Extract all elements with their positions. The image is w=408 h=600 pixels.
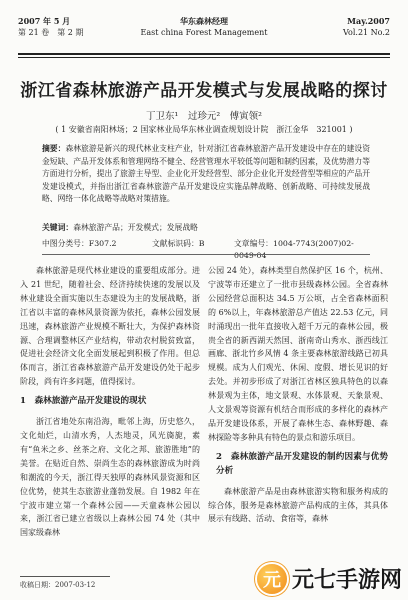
section-1-heading: 1 森林旅游产品开发建设的现状 — [20, 396, 147, 407]
received-date: 收稿日期：2007-03-12 — [20, 581, 96, 589]
document-code: 文献标识码：B — [152, 239, 205, 248]
body-column-left — [20, 264, 200, 540]
header-right — [343, 16, 390, 38]
intro-paragraph: 森林旅游是现代林业建设的重要组成部分。进入 21 世纪，随着社会、经济持续快速的发展以及林业建设全面实施以生态建设为主的发展战略，浙江省以丰富的森林风景资源为依托，森林公园发展迅速，森林旅游产业规模不断壮大，为保护森林资源、合理调整林区产业结构，带动农村脱贫致富，促进社会经济文化全面发展起到积极了作用。但总体而言，浙江省森林旅游产品开发建设仍处于起步阶段，尚有许多问题，值得探讨。 — [20, 266, 200, 387]
article-authors: 丁卫东¹ 过珍元² 傅寅领² — [146, 111, 262, 122]
class-number: 中图分类号：F307.2 — [42, 239, 117, 248]
keywords-text: 森林旅游产品；开发模式；发展战略 — [73, 223, 198, 232]
footnote-rule — [20, 576, 110, 577]
section-2-heading: 2 森林旅游产品开发建设的制约因素与优势分析 — [216, 451, 388, 476]
continued-paragraph: 公园 24 处），森林类型自然保护区 16 个，杭州、宁波等市还建立了一批市县级森林公园。全省森林公园经营总面积达 34.5 万公顷，占全省森林面积的 6%以上，年森林旅游总产值达 22.53 亿元，同时涌现出一批年直接收入超千万元的森林公园，极贵全省的新西湖天然国、浙南奇山秀水、浙西线江画廊、浙北竹乡风情 4 条主要森林旅游线路已初具规模。成为人们观光、休闲、度假、增长见识的好去处。并初步形成了对浙江省林区独具特色的以森林景观为主体，地文景观、水体景观、天象景观、人文景观等资源有机结合而形成的多样化的森林产品开发建设体系，开展了森林生态、森林野趣、森林探险等多种具有特色的景点和游乐项目。 — [208, 266, 388, 442]
keywords-label: 关键词： — [42, 223, 74, 232]
watermark-text: 元七手游网 — [291, 568, 402, 593]
site-watermark — [257, 563, 402, 594]
header-rule-thin — [18, 57, 390, 58]
keywords-block — [42, 222, 370, 234]
section-2-paragraph: 森林旅游产品是由森林旅游实物和服务构成的综合体，服务是森林旅游产品构成的主体，其具体展示有线路、活动、食宿等，森林 — [208, 486, 388, 524]
journal-header — [18, 16, 390, 52]
header-center — [18, 16, 390, 38]
abstract-divider — [42, 254, 370, 255]
watermark-logo-icon: 元 — [257, 564, 287, 594]
author-affiliation: ( 1 安徽省南阳林场；2 国家林业局华东林业调查规划设计院 浙江金华 321001 ) — [55, 125, 353, 134]
volume-issue-en: Vol.21 No.2 — [343, 28, 390, 37]
issue-date-cn: 2007 年 5 月 — [18, 16, 71, 26]
abstract-text: 森林旅游是新兴的现代林业支柱产业，针对浙江省森林旅游产品开发建设中存在的建设资金短缺、产品开发体系和管理网络不健全、经营管理水平较低等问题和制约因素，及优势潜力等方面进行分析，提出了旅游主导型、企业化开发经营型、部分企业化开发经营型等相应的产品开发建设模式，并指出浙江省森林旅游产品开发建设应实施品牌战略、创新战略、可持续发展战略、网络一体化战略等战略对策措施。 — [42, 144, 371, 204]
section-1-paragraph: 浙江省地处东南沿海，毗邻上海，历史悠久，文化灿烂，山清水秀，人杰地灵，风光旖旎，素有“鱼米之乡、丝茶之府、文化之邦、旅游胜地”的美誉。在贴近自然、崇尚生态的森林旅游成为时尚和潮流的今天，浙江得天独厚的森林风景资源和区位优势，使其生态旅游业蓬勃发展。自 1982 年在宁波市建立第一个森林公园——天童森林公园以来，浙江省已建立省级以上森林公园 74 处（其中国家级森林 — [20, 417, 200, 538]
journal-name-cn: 华东森林经理 — [180, 16, 228, 26]
body-column-right — [208, 264, 388, 526]
journal-name-en: East china Forest Management — [140, 28, 268, 37]
issue-date-en: May.2007 — [347, 16, 390, 26]
volume-issue-cn: 第 21 卷 第 2 期 — [18, 28, 84, 37]
article-title: 浙江省森林旅游产品开发模式与发展战略的探讨 — [20, 81, 388, 101]
header-rule-thick — [18, 53, 390, 55]
abstract-label: 摘要： — [42, 144, 66, 153]
abstract-block — [42, 143, 370, 206]
article-number: 文章编号：1004-7743(2007)02-0049-04 — [234, 239, 354, 260]
